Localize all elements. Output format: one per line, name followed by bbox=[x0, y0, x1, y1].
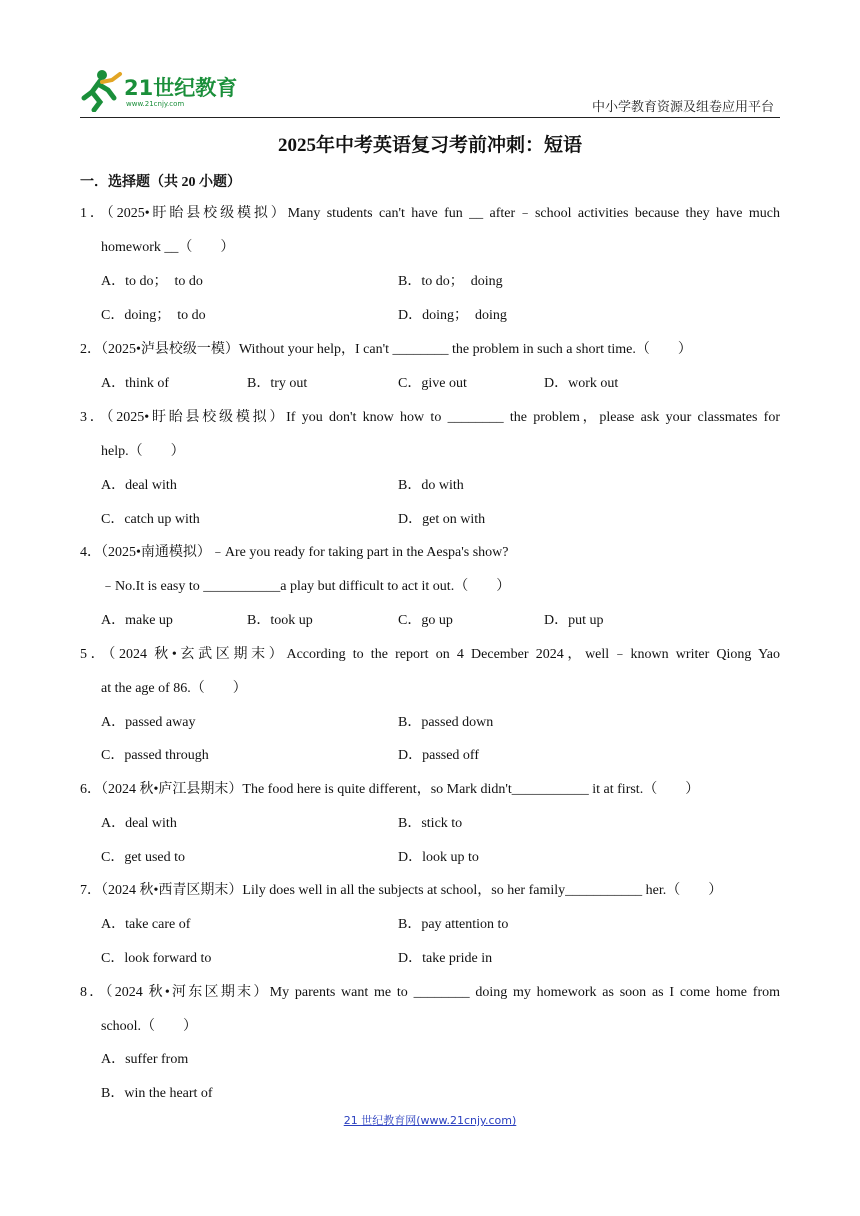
logo-url: www.21cnjy.com bbox=[126, 100, 185, 108]
question-2-stem: 2．（2025•泸县校级一模）Without your help，I can't ________ the problem in such a short time.（ ） bbox=[80, 342, 692, 357]
question-4-stem: 4．（2025•南通模拟）﹣Are you ready for taking part in the Aespa's show? bbox=[80, 545, 509, 560]
header-tagline: 中小学教育资源及组卷应用平台 bbox=[591, 100, 774, 115]
question-2-option-b[interactable]: B．try out bbox=[247, 376, 308, 391]
question-1-option-c[interactable]: C．doing； to do bbox=[101, 308, 206, 323]
question-7-option-b[interactable]: B．pay attention to bbox=[398, 917, 509, 932]
page-title: 2025年中考英语复习考前冲刺：短语 bbox=[277, 135, 582, 156]
question-1-stem-cont: homework __（ ） bbox=[101, 240, 235, 255]
question-4-option-d[interactable]: D．put up bbox=[544, 613, 604, 628]
question-7-option-c[interactable]: C．look forward to bbox=[101, 951, 212, 966]
question-3-option-a[interactable]: A．deal with bbox=[101, 478, 177, 493]
footer-link[interactable]: 21 世纪教育网(www.21cnjy.com) bbox=[343, 1114, 517, 1127]
question-1-option-b[interactable]: B．to do； doing bbox=[398, 274, 503, 289]
runner-logo-icon bbox=[80, 68, 126, 112]
question-5-option-c[interactable]: C．passed through bbox=[101, 748, 209, 763]
logo-text: 21世纪教育 bbox=[124, 76, 238, 100]
question-1-stem: 1．（2025•盱眙县校级模拟）Many students can't have fun __ after﹣school activities because they have much bbox=[80, 206, 780, 221]
question-3-option-c[interactable]: C．catch up with bbox=[101, 512, 200, 527]
question-5-stem-cont: at the age of 86.（ ） bbox=[101, 681, 247, 696]
question-6-option-a[interactable]: A．deal with bbox=[101, 816, 177, 831]
site-logo[interactable] bbox=[80, 66, 250, 114]
question-4-option-b[interactable]: B．took up bbox=[247, 613, 313, 628]
question-7-option-a[interactable]: A．take care of bbox=[101, 917, 191, 932]
question-7-option-d[interactable]: D．take pride in bbox=[398, 951, 493, 966]
question-8-stem: 8．（2024 秋•河东区期末）My parents want me to ________ doing my homework as soon as I come home from bbox=[80, 985, 780, 1000]
question-6-option-d[interactable]: D．look up to bbox=[398, 850, 479, 865]
question-2-option-a[interactable]: A．think of bbox=[101, 376, 170, 391]
question-5-stem: 5．（2024 秋•玄武区期末）According to the report on 4 December 2024，well﹣known writer Qiong Yao bbox=[80, 647, 780, 662]
question-8-option-b[interactable]: B．win the heart of bbox=[101, 1086, 213, 1101]
section-heading: 一．选择题（共 20 小题） bbox=[80, 175, 241, 190]
question-5-option-a[interactable]: A．passed away bbox=[101, 715, 196, 730]
question-4-option-c[interactable]: C．go up bbox=[398, 613, 453, 628]
question-4-option-a[interactable]: A．make up bbox=[101, 613, 173, 628]
question-8-option-a[interactable]: A．suffer from bbox=[101, 1052, 189, 1067]
question-8-stem-cont: school.（ ） bbox=[101, 1019, 198, 1034]
question-3-option-d[interactable]: D．get on with bbox=[398, 512, 486, 527]
question-2-option-c[interactable]: C．give out bbox=[398, 376, 467, 391]
question-3-stem-cont: help.（ ） bbox=[101, 444, 185, 459]
header-divider bbox=[80, 117, 780, 118]
question-1-option-a[interactable]: A．to do； to do bbox=[101, 274, 203, 289]
question-6-option-c[interactable]: C．get used to bbox=[101, 850, 185, 865]
question-4-stem-cont: ﹣No.It is easy to ___________a play but difficult to act it out.（ ） bbox=[101, 579, 511, 594]
question-1-option-d[interactable]: D．doing； doing bbox=[398, 308, 507, 323]
question-3-stem: 3．（2025•盱眙县校级模拟）If you don't know how to ________ the problem，please ask your classmates for bbox=[80, 410, 780, 425]
question-2-option-d[interactable]: D．work out bbox=[544, 376, 619, 391]
page-header bbox=[80, 66, 780, 118]
question-5-option-b[interactable]: B．passed down bbox=[398, 715, 494, 730]
question-6-stem: 6．（2024 秋•庐江县期末）The food here is quite different，so Mark didn't___________ it at first.（ ） bbox=[80, 782, 700, 797]
question-6-option-b[interactable]: B．stick to bbox=[398, 816, 463, 831]
question-7-stem: 7．（2024 秋•西青区期末）Lily does well in all the subjects at school，so her family___________ her.（ ） bbox=[80, 883, 723, 898]
question-5-option-d[interactable]: D．passed off bbox=[398, 748, 480, 763]
question-3-option-b[interactable]: B．do with bbox=[398, 478, 464, 493]
